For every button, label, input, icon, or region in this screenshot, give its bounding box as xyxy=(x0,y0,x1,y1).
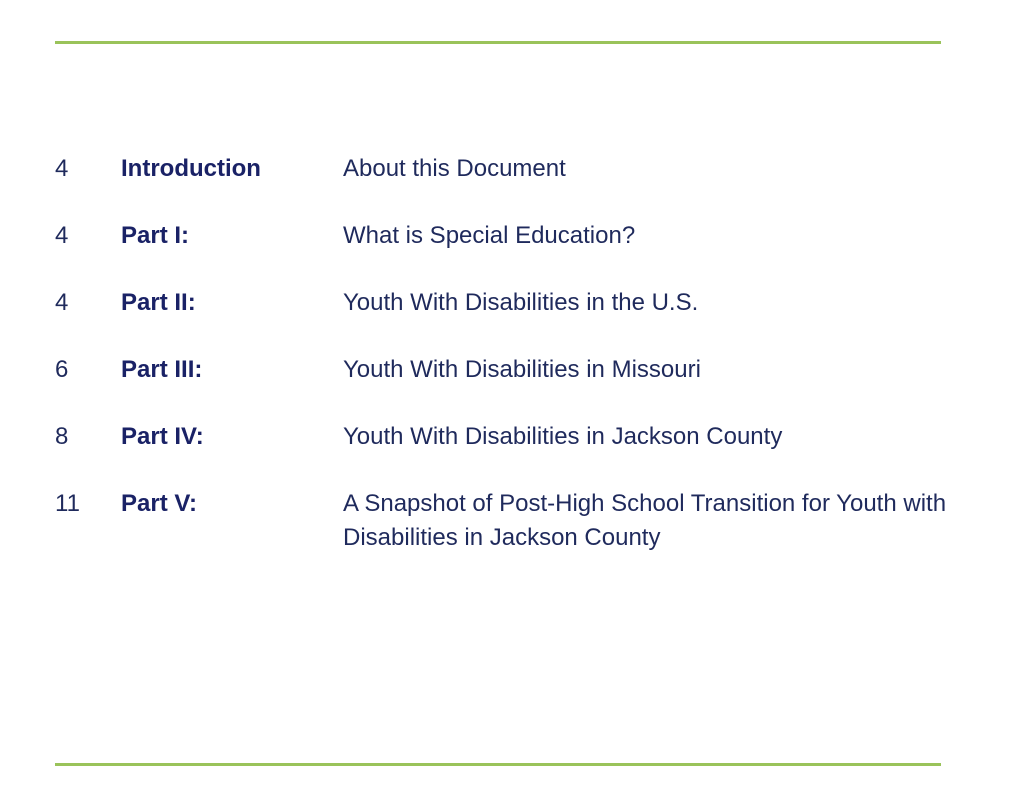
top-divider xyxy=(55,41,941,44)
toc-entry-introduction[interactable] xyxy=(55,152,955,219)
toc-entry-part-3[interactable] xyxy=(55,353,955,420)
toc-section-title: Youth With Disabilities in Jackson County xyxy=(343,423,783,450)
toc-section-title: About this Document xyxy=(343,155,566,182)
toc-part-label: Part I: xyxy=(121,222,190,249)
toc-page-number: 4 xyxy=(55,289,69,316)
toc-page-number: 11 xyxy=(55,490,80,517)
toc-entry-part-2[interactable] xyxy=(55,286,955,353)
toc-part-label: Part IV: xyxy=(121,423,204,450)
toc-part-label: Part III: xyxy=(121,356,203,383)
toc-section-title: A Snapshot of Post-High School Transition for Youth with Disabilities in Jackson County xyxy=(343,490,947,551)
toc-entry-part-4[interactable] xyxy=(55,420,955,487)
toc-part-label: Introduction xyxy=(121,155,261,182)
toc-entry-part-1[interactable] xyxy=(55,219,955,286)
toc-section-title: Youth With Disabilities in Missouri xyxy=(343,356,701,383)
toc-page-number: 4 xyxy=(55,222,69,249)
toc-page-number: 8 xyxy=(55,423,69,450)
toc-part-label: Part V: xyxy=(121,490,198,517)
toc-section-title: Youth With Disabilities in the U.S. xyxy=(343,289,699,316)
toc-entry-part-5[interactable] xyxy=(55,487,955,587)
toc-section-title: What is Special Education? xyxy=(343,222,636,249)
toc-page-number: 6 xyxy=(55,356,69,383)
toc-page-number: 4 xyxy=(55,155,69,182)
toc-part-label: Part II: xyxy=(121,289,196,316)
table-of-contents xyxy=(55,152,955,587)
bottom-divider xyxy=(55,763,941,766)
